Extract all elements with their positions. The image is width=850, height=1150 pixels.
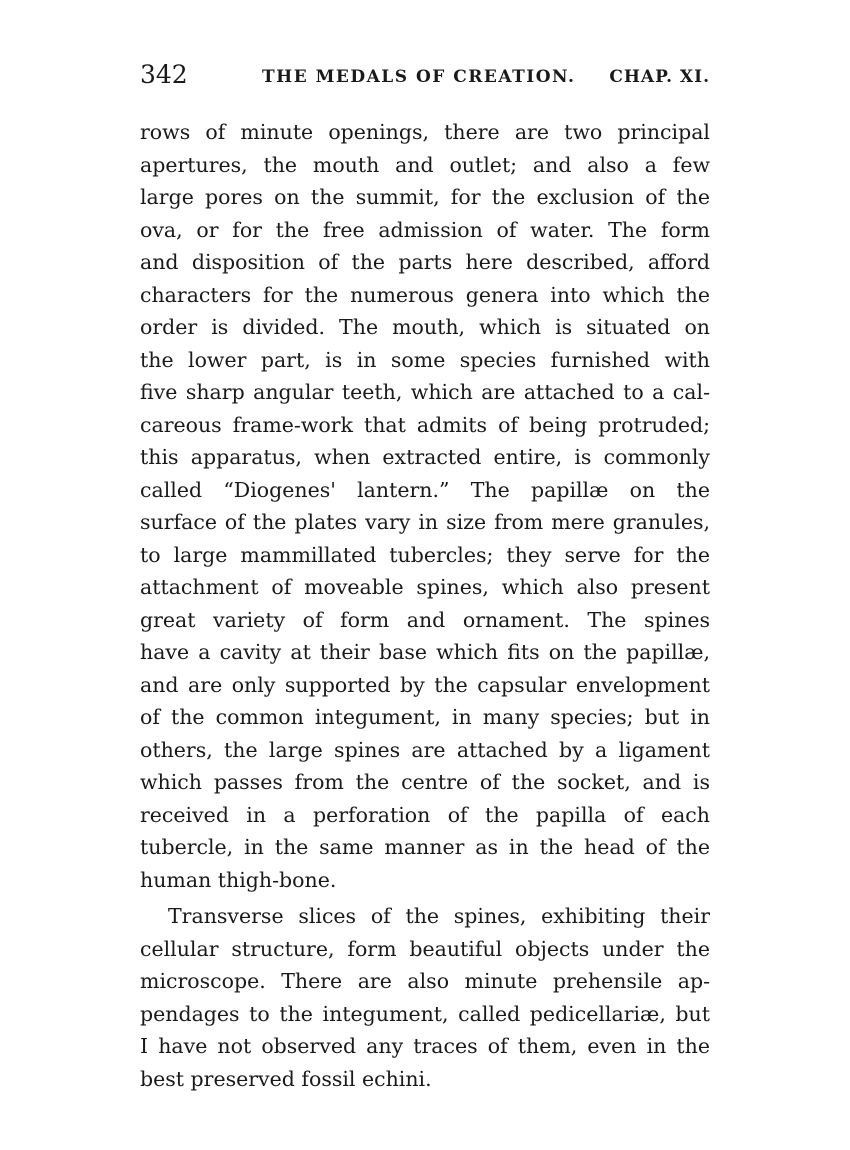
text-line: human thigh-bone. — [140, 867, 337, 892]
text-line: five sharp angular teeth, which are attached to a cal- — [140, 380, 710, 404]
chapter-label: CHAP. XI. — [609, 67, 710, 87]
text-line: have a cavity at their base which fits on the papillæ, — [140, 640, 710, 664]
text-line: great variety of form and ornament. The spines — [140, 607, 710, 632]
text-line: this apparatus, when extracted entire, is commonly — [140, 445, 710, 469]
text-line: which passes from the centre of the socket, and is — [140, 770, 710, 794]
text-line: others, the large spines are attached by a ligament — [140, 737, 710, 762]
text-line: ova, or for the free admission of water. The form — [140, 217, 710, 242]
text-line: careous frame-work that admits of being protruded; — [140, 412, 710, 437]
text-line: and disposition of the parts here described, afford — [140, 250, 710, 274]
paragraph-1 — [140, 116, 710, 896]
text-line: received in a perforation of the papilla of each — [140, 802, 710, 827]
text-line: and are only supported by the capsular envelopment — [140, 672, 710, 697]
text-line: the lower part, is in some species furnished with — [140, 347, 710, 372]
running-title: THE MEDALS OF CREATION. — [262, 67, 576, 87]
text-line: surface of the plates vary in size from mere granules, — [140, 510, 710, 534]
text-line: microscope. There are also minute prehensile ap- — [140, 969, 710, 993]
text-line: I have not observed any traces of them, even in the — [140, 1034, 710, 1058]
text-line: order is divided. The mouth, which is situated on — [140, 315, 710, 339]
text-line: characters for the numerous genera into which the — [140, 282, 710, 307]
text-line: called “Diogenes' lantern.” The papillæ on the — [140, 477, 710, 502]
body-text — [140, 116, 710, 1095]
text-line: apertures, the mouth and outlet; and also a few — [140, 152, 710, 177]
text-line: large pores on the summit, for the exclusion of the — [140, 185, 710, 209]
text-line: rows of minute openings, there are two principal — [140, 120, 710, 144]
text-line: to large mammillated tubercles; they serve for the — [140, 542, 710, 567]
text-line: attachment of moveable spines, which also present — [140, 575, 710, 599]
text-line: Transverse slices of the spines, exhibiting their — [168, 904, 710, 928]
text-line: of the common integument, in many species; but in — [140, 705, 710, 729]
text-line: tubercle, in the same manner as in the head of the — [140, 835, 710, 859]
text-line: best preserved fossil echini. — [140, 1066, 432, 1091]
paragraph-2 — [140, 900, 710, 1095]
text-line: pendages to the integument, called pedicellariæ, but — [140, 1001, 710, 1026]
page-number: 342 — [140, 60, 188, 89]
text-line: cellular structure, form beautiful objects under the — [140, 936, 710, 961]
running-head — [140, 60, 710, 90]
